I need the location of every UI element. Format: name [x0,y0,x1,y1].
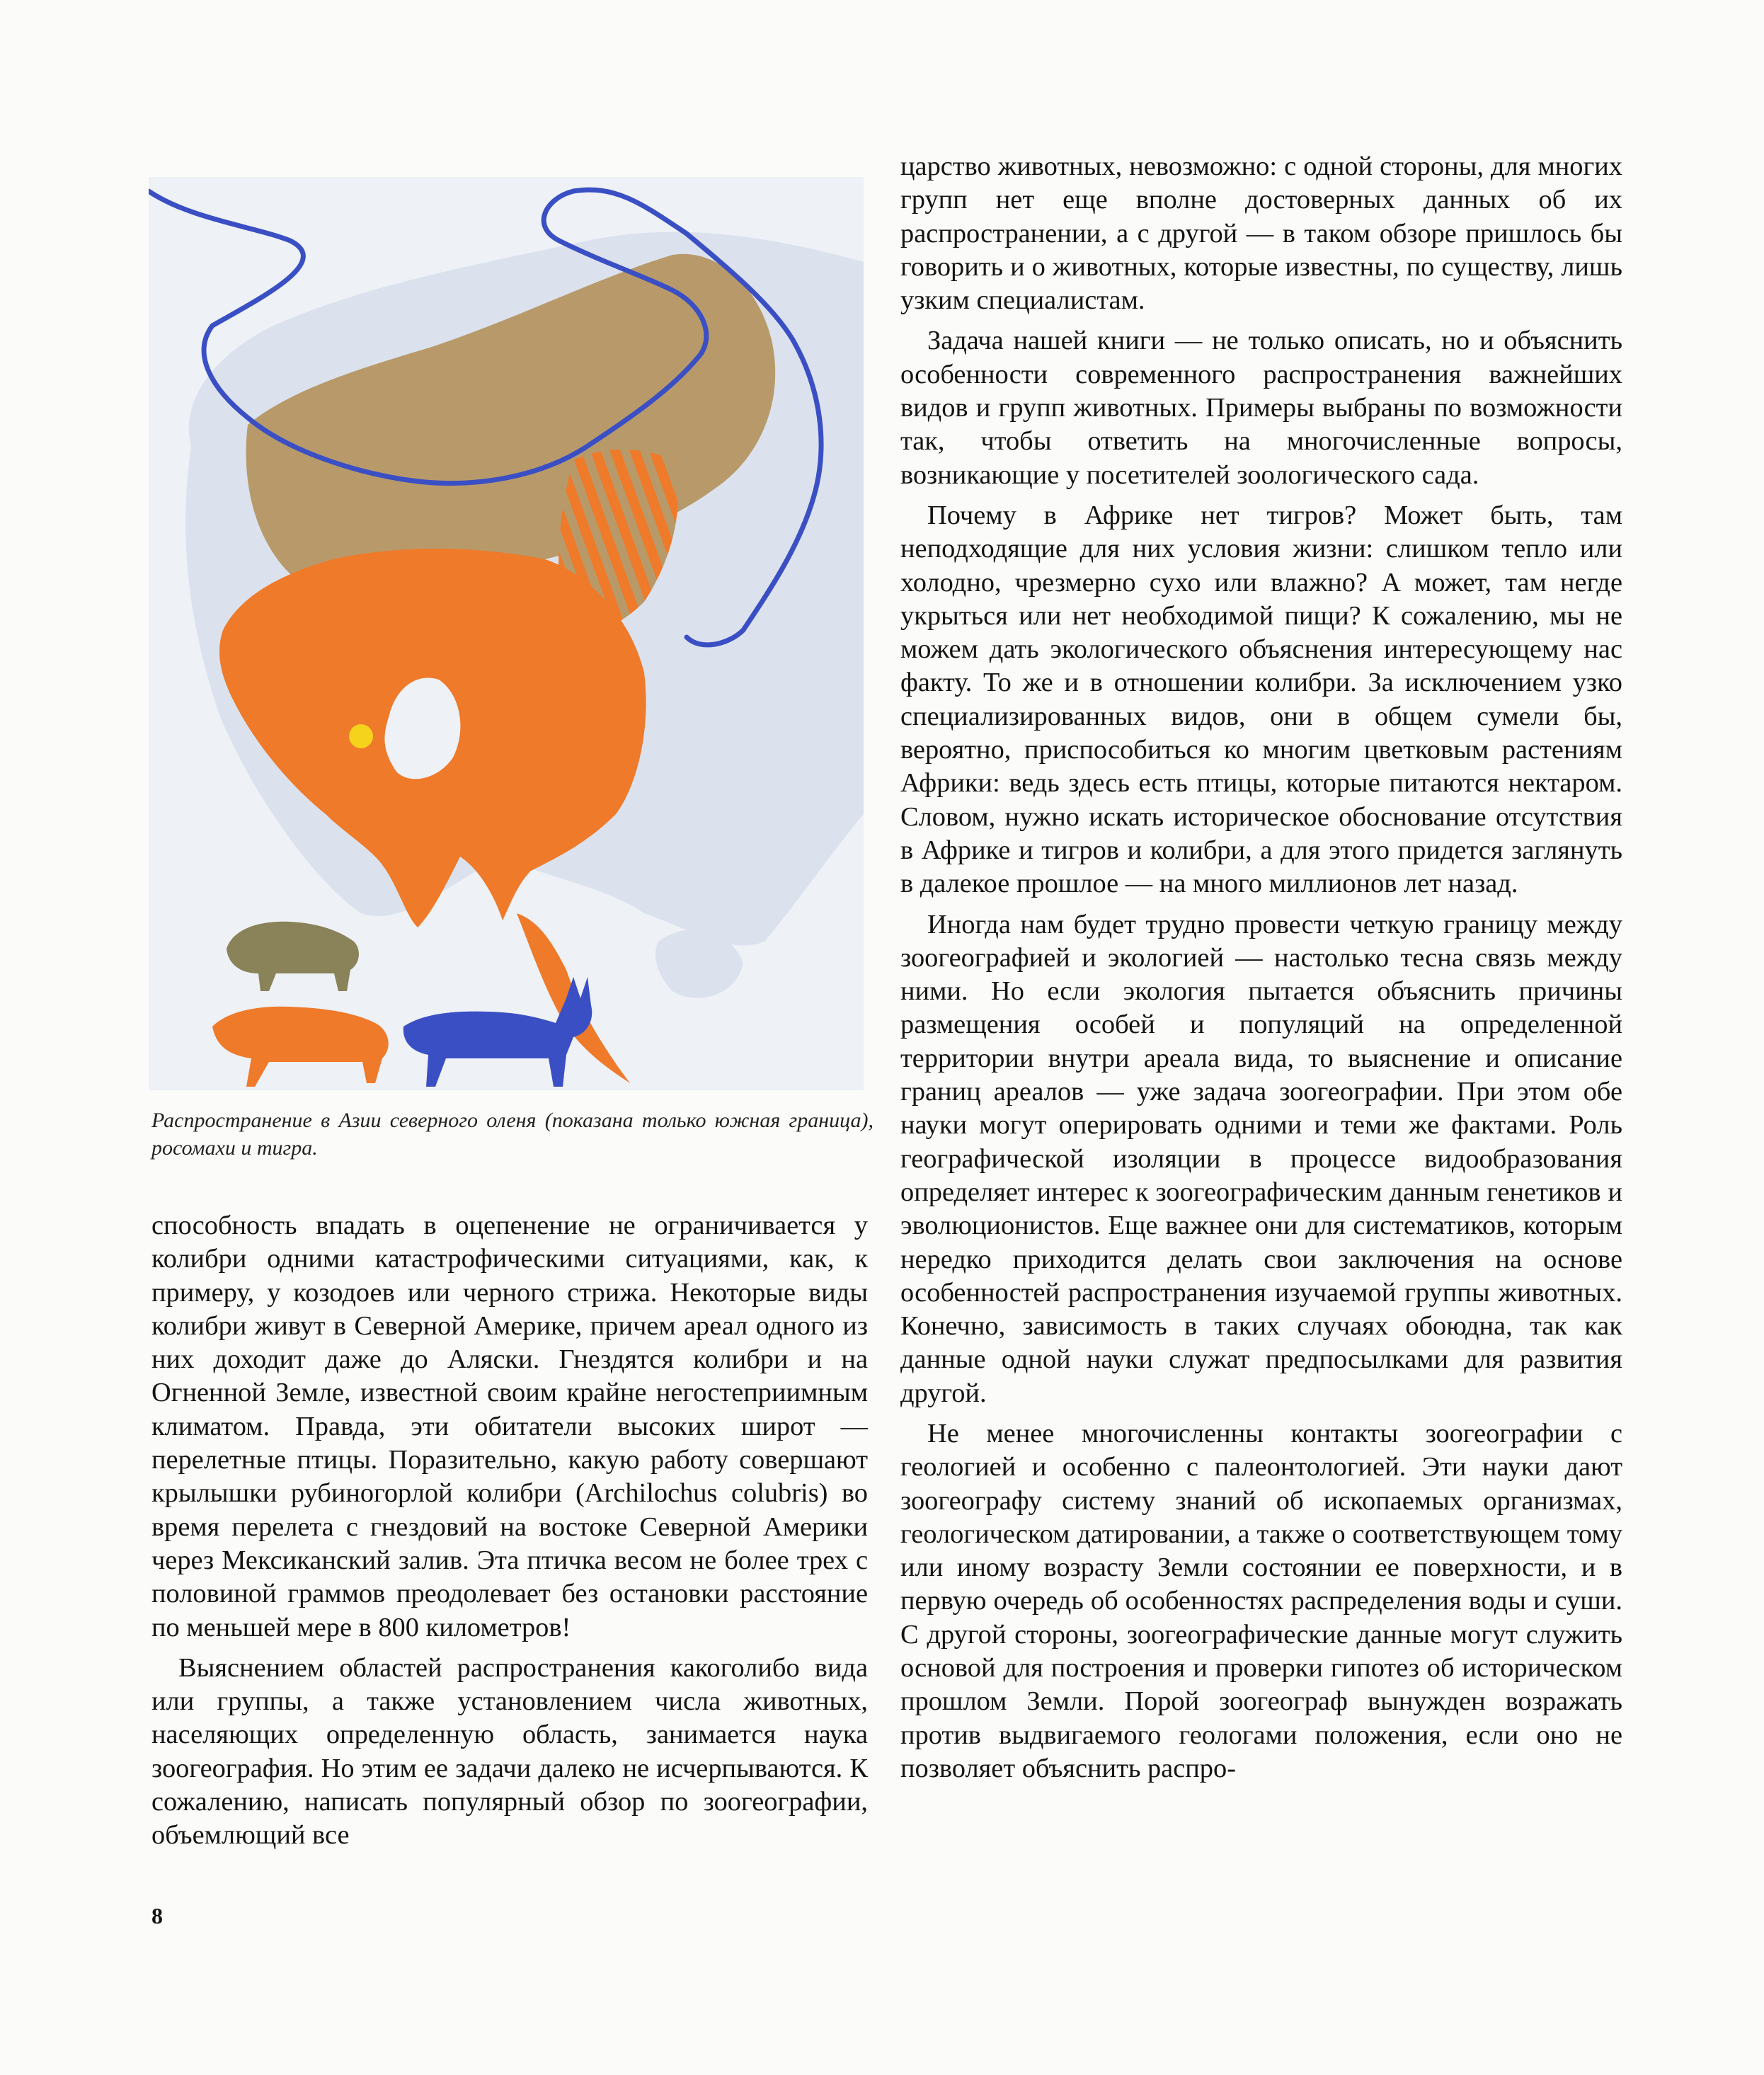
figure-caption: Распространение в Азии северного оленя (показана только южная граница), росомахи и тигра. [151,1109,874,1160]
paragraph: Почему в Африке нет тигров? Может быть, там неподходящие для них условия жизни: слишком тепло или холодно, чрезмерно сухо или влажно? А может, там негде укрыться или нет необходимой пищи? К сожалению, мы не можем дать экологического объяснения интересующему нас факту. То же и в отношении колибри. За исключением узко специализированных видов, они в общем сумели бы, вероятно, приспособиться ко многим цветковым растениям Африки: ведь здесь есть птицы, которые питаются нектаром. Словом, нужно искать историческое обоснование отсутствия в Африке и тигров и колибри, а для этого придется заглянуть в далекое прошлое — на много миллионов лет назад. [900,500,1622,899]
paragraph: царство животных, невозможно: с одной стороны, для многих групп нет еще вполне достоверных данных об их распространении, а с другой — в таком обзоре пришлось бы говорить и о животных, которые известны, по существу, лишь узким специалистам. [900,152,1622,316]
range-map-figure [149,177,864,1090]
asia-range-map [149,177,864,1090]
paragraph: Не менее многочисленны контакты зоогеографии с геологией и особенно с палеонтологией. Эти науки дают зоогеографу систему знаний об ископаемых организмах, геологическом датировании, а также о соответствующем тому или иному возрасту Земли состоянии ее поверхности, и в первую очередь об особенностях распределения воды и суши. С другой стороны, зоогеографические данные могут служить основой для построения и проверки гипотез об историческом прошлом Земли. Порой зоогеограф вынужден возражать против выдвигаемого геологами положения, если оно не позволяет объяснить распро- [900,1418,1622,1783]
paragraph: Иногда нам будет трудно провести четкую границу между зоогеографией и экологией — настолько тесна связь между ними. Но если экология пытается объяснить причины размещения особей и популяций на определенной территории внутри ареала вида, то выяснение и описание границ ареалов — уже задача зоогеографии. При этом обе науки могут оперировать одними и теми же фактами. Роль географической изоляции в процессе видообразования определяет интерес к зоогеографическим данным генетиков и эволюционистов. Еще важнее они для систематиков, которым нередко приходится делать свои заключения на основе особенностей распространения изучаемой группы животных. Конечно, зависимость в таких случаях обоюдна, так как данные одной науки служат предпосылками для развития другой. [900,909,1622,1408]
sun-icon [349,724,373,748]
right-column [900,150,1622,1793]
left-column [151,1209,868,1860]
paragraph: способность впадать в оцепенение не ограничивается у колибри одними катастрофическими ситуациями, как, к примеру, у козодоев или черного стрижа. Некоторые виды колибри живут в Северной Америке, причем ареал одного из них доходит даже до Аляски. Гнездятся колибри и на Огненной Земле, известной своим крайне негостеприимным климатом. Правда, эти обитатели высоких широт — перелетные птицы. Поразительно, какую работу совершают крылышки рубиногорлой колибри (Archilochus colubris) во время перелета с гнездовий на востоке Северной Америки через Мексиканский залив. Эта птичка весом не более трех с половиной граммов преодолевает без остановки расстояние по меньшей мере в 800 километров! [151,1211,868,1642]
paragraph: Выяснением областей распространения какоголибо вида или группы, а также установлением числа животных, населяющих определенную область, занимается наука зоогеография. Но этим ее задачи далеко не исчерпываются. К сожалению, написать популярный обзор по зоогеографии, объемлющий все [151,1652,868,1851]
page-number: 8 [151,1903,163,1928]
paragraph: Задача нашей книги — не только описать, но и объяснить особенности современного распространения важнейших видов и групп животных. Примеры выбраны по возможности так, чтобы ответить на многочисленные вопросы, возникающие у посетителей зоологического сада. [900,326,1622,490]
